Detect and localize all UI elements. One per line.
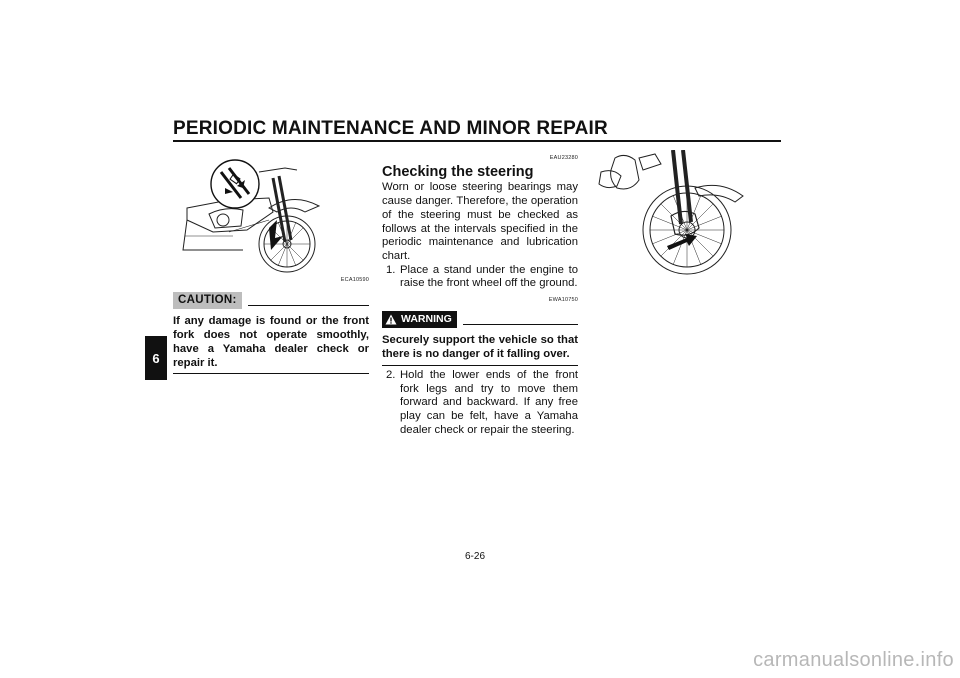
middle-column	[382, 150, 578, 437]
step-2-text: Hold the lower ends of the front fork legs and try to move them forward and backward. If any free play can be felt, have a Yamaha dealer check or repair the steering.	[400, 368, 578, 436]
watermark: carmanualsonline.info	[753, 649, 954, 671]
step-1-text: Place a stand under the engine to raise the front wheel off the ground.	[400, 263, 578, 290]
warning-label: WARNING	[401, 312, 452, 325]
left-column	[173, 150, 369, 374]
warning-triangle-icon	[385, 314, 397, 325]
motorcycle-fork-illustration	[173, 150, 369, 274]
figure-code: ECA10590	[340, 277, 369, 283]
step-2-number: 2.	[386, 368, 396, 381]
warning-heading	[382, 311, 578, 329]
caution-text: If any damage is found or the front fork does not operate smoothly, have a Yamaha dealer check or repair it.	[173, 315, 369, 374]
step-1-number: 1.	[386, 263, 396, 276]
section-title: Checking the steering	[382, 163, 534, 180]
caution-rule	[248, 305, 369, 306]
front-fork-figure	[173, 150, 369, 274]
step-2	[382, 369, 578, 438]
intro-paragraph: Worn or loose steering bearings may cause danger. Therefore, the operation of the steering must be checked as follows at the intervals specified in the periodic maintenance and lubrication chart.	[382, 181, 578, 262]
section-code: EAU23280	[549, 155, 578, 161]
page-header-title: PERIODIC MAINTENANCE AND MINOR REPAIR	[173, 118, 608, 139]
right-column	[595, 150, 791, 283]
step-1	[382, 264, 578, 291]
warning-code: EWA10750	[548, 297, 578, 304]
page-number: 6-26	[465, 551, 486, 562]
chapter-tab[interactable]: 6	[145, 336, 167, 380]
steering-check-illustration	[595, 150, 745, 278]
warning-rule	[463, 324, 578, 325]
warning-badge	[382, 311, 457, 329]
caution-heading	[173, 292, 369, 310]
caution-label: CAUTION:	[173, 292, 242, 310]
header-rule	[173, 140, 781, 142]
warning-text: Securely support the vehicle so that there is no danger of it falling over.	[382, 334, 578, 365]
